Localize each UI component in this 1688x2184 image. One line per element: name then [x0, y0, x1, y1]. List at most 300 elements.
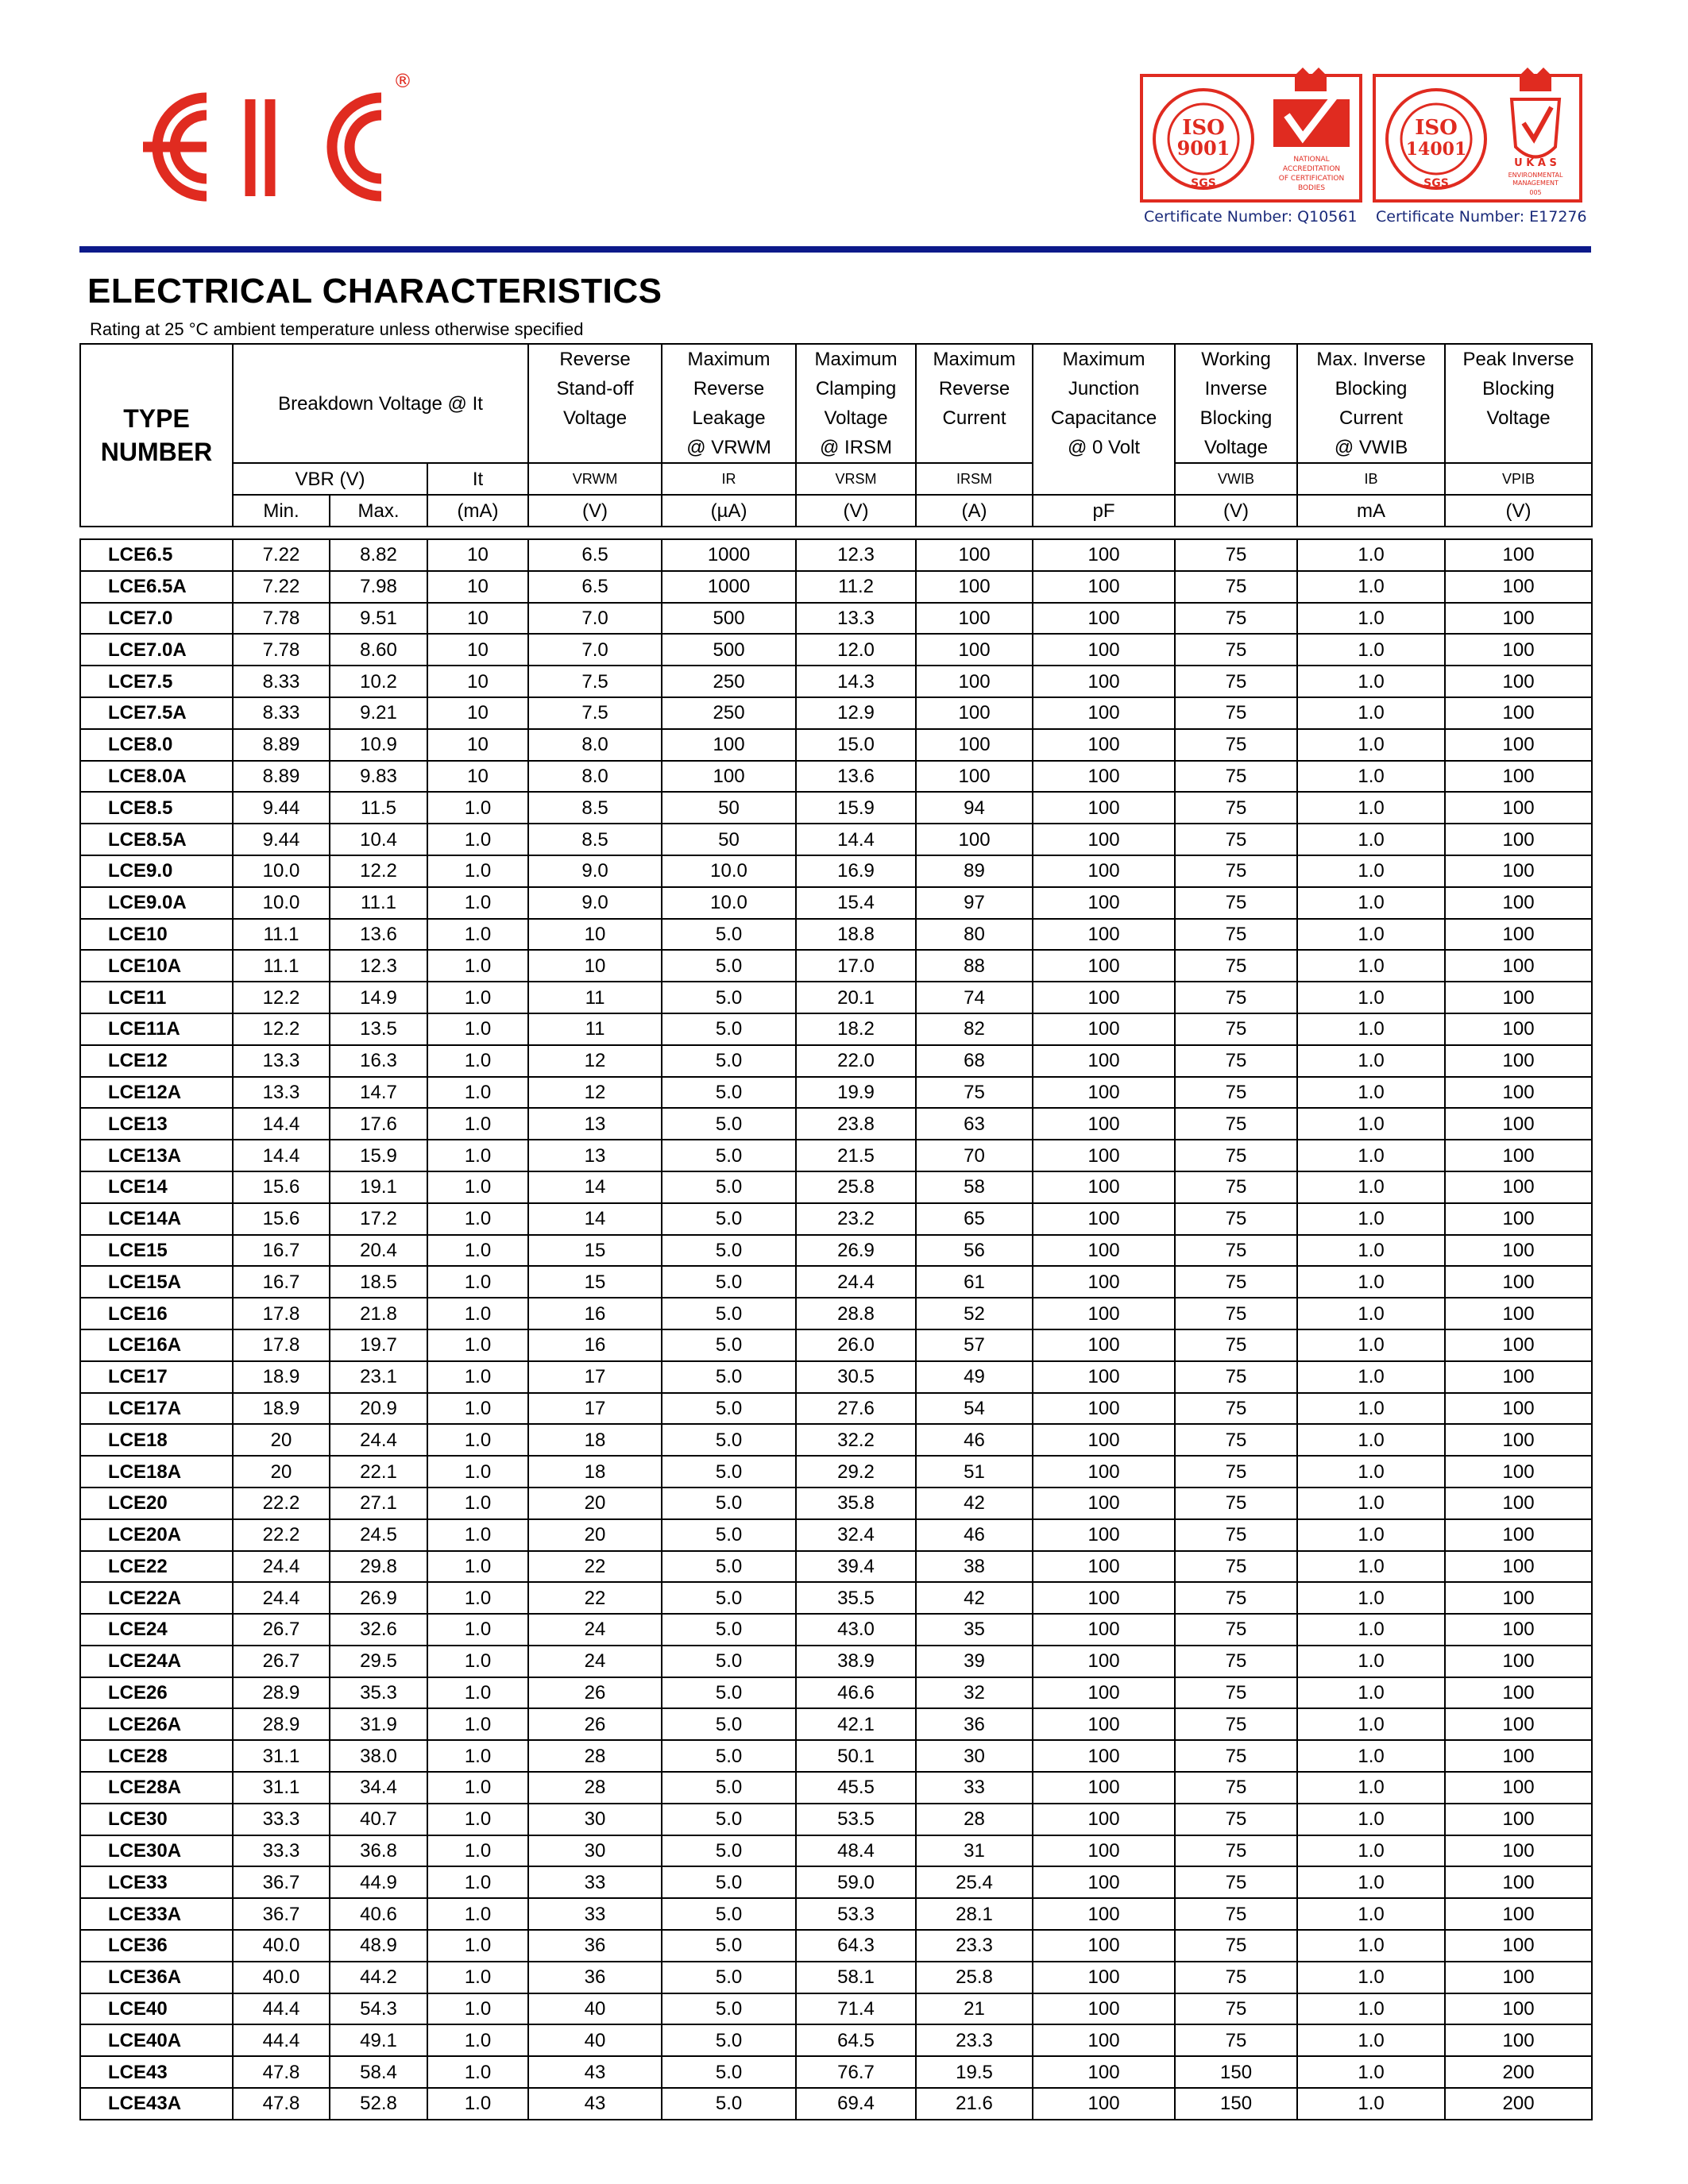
table-row — [80, 1329, 1592, 1361]
table-cell: 5.0 — [662, 1266, 796, 1298]
table-cell: 1.0 — [427, 1140, 528, 1171]
table-cell: 1.0 — [1297, 1140, 1445, 1171]
table-cell: 1.0 — [1297, 571, 1445, 603]
table-cell: 100 — [1445, 1171, 1592, 1203]
type-number-cell: LCE18A — [80, 1456, 233, 1488]
table-cell: 28 — [528, 1740, 662, 1772]
table-cell: 1.0 — [427, 1045, 528, 1077]
type-number-cell: LCE10 — [80, 919, 233, 951]
table-cell: 23.2 — [796, 1203, 916, 1235]
table-cell: 1.0 — [1297, 634, 1445, 666]
table-cell: 10.0 — [233, 887, 330, 919]
table-cell: 11.2 — [796, 571, 916, 603]
table-cell: 100 — [1445, 1235, 1592, 1267]
table-cell: 100 — [1445, 1140, 1592, 1171]
table-cell: 33 — [528, 1866, 662, 1898]
table-cell: 100 — [1445, 1772, 1592, 1804]
table-cell: 5.0 — [662, 1013, 796, 1045]
table-cell: 5.0 — [662, 1203, 796, 1235]
table-cell: 100 — [1033, 571, 1175, 603]
table-row — [80, 1582, 1592, 1614]
table-cell: 26.7 — [233, 1646, 330, 1677]
table-cell: 76.7 — [796, 2056, 916, 2088]
table-cell: 100 — [1033, 950, 1175, 982]
table-cell: 10.0 — [233, 855, 330, 887]
type-number-cell: LCE8.5 — [80, 792, 233, 824]
table-cell: 5.0 — [662, 1108, 796, 1140]
type-number-cell: LCE40 — [80, 1993, 233, 2025]
table-cell: 75 — [1175, 2024, 1297, 2056]
table-cell: 1.0 — [1297, 1108, 1445, 1140]
table-cell: 10 — [528, 919, 662, 951]
table-cell: 75 — [1175, 603, 1297, 635]
table-cell: 75 — [1175, 1772, 1297, 1804]
table-row — [80, 1646, 1592, 1677]
table-cell: 75 — [1175, 1677, 1297, 1709]
table-row — [80, 2056, 1592, 2088]
type-number-cell: LCE12 — [80, 1045, 233, 1077]
table-cell: 33.3 — [233, 1835, 330, 1867]
table-cell: 32.6 — [330, 1614, 427, 1646]
table-cell: 500 — [662, 603, 796, 635]
header-divider — [79, 246, 1591, 253]
table-cell: 1.0 — [427, 1235, 528, 1267]
table-cell: 1.0 — [1297, 1708, 1445, 1740]
table-cell: 13.5 — [330, 1013, 427, 1045]
table-cell: 30.5 — [796, 1361, 916, 1393]
table-cell: 1.0 — [1297, 824, 1445, 855]
table-cell: 75 — [1175, 1551, 1297, 1583]
table-cell: 19.7 — [330, 1329, 427, 1361]
table-cell: 26 — [528, 1677, 662, 1709]
table-cell: 26.9 — [796, 1235, 916, 1267]
table-cell: 75 — [1175, 1013, 1297, 1045]
table-cell: 100 — [1033, 603, 1175, 635]
type-number-cell: LCE30A — [80, 1835, 233, 1867]
table-cell: 5.0 — [662, 1962, 796, 1993]
table-cell: 100 — [1445, 666, 1592, 697]
type-number-cell: LCE6.5 — [80, 539, 233, 571]
table-cell: 1.0 — [427, 1835, 528, 1867]
table-cell: 43 — [528, 2056, 662, 2088]
table-cell: 75 — [1175, 1266, 1297, 1298]
table-cell: 20 — [233, 1456, 330, 1488]
table-cell: 200 — [1445, 2056, 1592, 2088]
table-cell: 100 — [1033, 824, 1175, 855]
table-cell: 5.0 — [662, 1866, 796, 1898]
table-cell: 13.3 — [233, 1077, 330, 1109]
table-cell: 75 — [1175, 1045, 1297, 1077]
header-reverse-current: Maximum Reverse Current — [916, 344, 1033, 463]
table-row — [80, 1866, 1592, 1898]
table-cell: 36.7 — [233, 1866, 330, 1898]
table-cell: 7.0 — [528, 603, 662, 635]
table-cell: 100 — [1033, 1551, 1175, 1583]
table-cell: 75 — [1175, 1298, 1297, 1329]
table-cell: 28.8 — [796, 1298, 916, 1329]
table-cell: 100 — [1445, 1740, 1592, 1772]
table-cell: 10 — [427, 539, 528, 571]
table-cell: 36 — [528, 1962, 662, 1993]
table-cell: 1.0 — [427, 1519, 528, 1551]
table-cell: 100 — [1445, 1582, 1592, 1614]
table-cell: 150 — [1175, 2056, 1297, 2088]
table-cell: 1.0 — [1297, 950, 1445, 982]
table-cell: 1.0 — [1297, 1456, 1445, 1488]
type-number-cell: LCE12A — [80, 1077, 233, 1109]
table-cell: 40 — [528, 1993, 662, 2025]
table-cell: 26.0 — [796, 1329, 916, 1361]
table-cell: 80 — [916, 919, 1033, 951]
table-cell: 20.4 — [330, 1235, 427, 1267]
table-row — [80, 1835, 1592, 1867]
table-cell: 1.0 — [427, 1614, 528, 1646]
table-cell: 12 — [528, 1077, 662, 1109]
table-cell: 33.3 — [233, 1804, 330, 1835]
table-cell: 17.0 — [796, 950, 916, 982]
table-cell: 57 — [916, 1329, 1033, 1361]
table-cell: 18.9 — [233, 1361, 330, 1393]
table-cell: 13.3 — [796, 603, 916, 635]
table-cell: 68 — [916, 1045, 1033, 1077]
table-cell: 1.0 — [1297, 2056, 1445, 2088]
table-cell: 89 — [916, 855, 1033, 887]
symbol-vpib: VPIB — [1445, 463, 1592, 495]
table-cell: 1.0 — [427, 919, 528, 951]
svg-text:005: 005 — [1529, 189, 1542, 196]
eic-logo — [111, 68, 413, 226]
table-cell: 100 — [1033, 1140, 1175, 1171]
table-cell: 15.4 — [796, 887, 916, 919]
svg-text:ISO: ISO — [1182, 116, 1225, 140]
table-cell: 25.8 — [796, 1171, 916, 1203]
table-cell: 22 — [528, 1582, 662, 1614]
table-cell: 1.0 — [427, 1488, 528, 1519]
table-cell: 27.1 — [330, 1488, 427, 1519]
table-cell: 7.78 — [233, 634, 330, 666]
table-cell: 1.0 — [427, 1740, 528, 1772]
table-cell: 100 — [1445, 1930, 1592, 1962]
table-cell: 1.0 — [427, 887, 528, 919]
table-cell: 100 — [1033, 1962, 1175, 1993]
table-cell: 100 — [1445, 1329, 1592, 1361]
table-cell: 61 — [916, 1266, 1033, 1298]
table-cell: 19.1 — [330, 1171, 427, 1203]
table-cell: 58 — [916, 1171, 1033, 1203]
table-cell: 1.0 — [427, 1646, 528, 1677]
table-cell: 75 — [1175, 887, 1297, 919]
table-cell: 24.4 — [233, 1551, 330, 1583]
table-cell: 20.9 — [330, 1393, 427, 1425]
table-cell: 100 — [1033, 1740, 1175, 1772]
unit-v-working: (V) — [1175, 495, 1297, 527]
table-cell: 11.1 — [330, 887, 427, 919]
type-number-cell: LCE33A — [80, 1898, 233, 1930]
table-cell: 100 — [1445, 1013, 1592, 1045]
header-type-number: TYPE NUMBER — [80, 344, 233, 527]
table-cell: 75 — [1175, 1519, 1297, 1551]
table-cell: 1.0 — [1297, 1993, 1445, 2025]
table-cell: 100 — [1033, 1772, 1175, 1804]
table-cell: 5.0 — [662, 1298, 796, 1329]
table-cell: 74 — [916, 982, 1033, 1013]
table-cell: 34.4 — [330, 1772, 427, 1804]
type-number-cell: LCE7.0A — [80, 634, 233, 666]
table-cell: 1.0 — [427, 1203, 528, 1235]
table-cell: 14.7 — [330, 1077, 427, 1109]
table-row — [80, 792, 1592, 824]
table-cell: 32.2 — [796, 1424, 916, 1456]
table-cell: 100 — [1033, 1519, 1175, 1551]
table-cell: 75 — [1175, 1740, 1297, 1772]
table-cell: 14 — [528, 1171, 662, 1203]
type-number-cell: LCE8.0A — [80, 761, 233, 793]
table-cell: 100 — [1445, 1488, 1592, 1519]
table-cell: 1.0 — [1297, 1962, 1445, 1993]
table-cell: 5.0 — [662, 1045, 796, 1077]
type-number-cell: LCE7.0 — [80, 603, 233, 635]
table-cell: 75 — [1175, 855, 1297, 887]
type-number-cell: LCE15A — [80, 1266, 233, 1298]
table-cell: 64.3 — [796, 1930, 916, 1962]
table-cell: 100 — [1445, 1962, 1592, 1993]
table-row — [80, 634, 1592, 666]
table-cell: 100 — [1033, 1582, 1175, 1614]
table-cell: 100 — [916, 697, 1033, 729]
table-cell: 5.0 — [662, 1708, 796, 1740]
table-cell: 1.0 — [427, 1804, 528, 1835]
table-cell: 44.9 — [330, 1866, 427, 1898]
table-cell: 38.0 — [330, 1740, 427, 1772]
table-cell: 1.0 — [427, 1708, 528, 1740]
table-cell: 15 — [528, 1235, 662, 1267]
table-cell: 1.0 — [427, 1551, 528, 1583]
table-cell: 100 — [1445, 1045, 1592, 1077]
table-cell: 7.0 — [528, 634, 662, 666]
table-cell: 69.4 — [796, 2088, 916, 2120]
table-cell: 10.0 — [662, 855, 796, 887]
table-cell: 35.3 — [330, 1677, 427, 1709]
table-row — [80, 1045, 1592, 1077]
table-cell: 75 — [1175, 1614, 1297, 1646]
table-cell: 75 — [1175, 824, 1297, 855]
table-cell: 100 — [1033, 1045, 1175, 1077]
type-number-cell: LCE20A — [80, 1519, 233, 1551]
table-cell: 1.0 — [1297, 1298, 1445, 1329]
table-cell: 8.5 — [528, 792, 662, 824]
table-cell: 31.1 — [233, 1772, 330, 1804]
table-cell: 100 — [1445, 1804, 1592, 1835]
certificate-number-e17276: Certificate Number: E17276 — [1376, 208, 1587, 226]
table-cell: 75 — [1175, 1393, 1297, 1425]
table-cell: 40.6 — [330, 1898, 427, 1930]
table-cell: 22.2 — [233, 1488, 330, 1519]
unit-a: (A) — [916, 495, 1033, 527]
type-number-cell: LCE10A — [80, 950, 233, 982]
table-cell: 100 — [916, 824, 1033, 855]
table-cell: 5.0 — [662, 1519, 796, 1551]
table-cell: 1.0 — [1297, 1235, 1445, 1267]
table-cell: 11.1 — [233, 950, 330, 982]
symbol-vbr: VBR (V) — [233, 463, 427, 495]
table-cell: 75 — [1175, 1993, 1297, 2025]
table-cell: 9.83 — [330, 761, 427, 793]
table-cell: 35 — [916, 1614, 1033, 1646]
table-cell: 75 — [1175, 1329, 1297, 1361]
table-cell: 5.0 — [662, 1740, 796, 1772]
table-row — [80, 919, 1592, 951]
table-cell: 1.0 — [427, 2024, 528, 2056]
table-cell: 1.0 — [427, 1361, 528, 1393]
table-cell: 13 — [528, 1140, 662, 1171]
table-cell: 75 — [1175, 539, 1297, 571]
table-cell: 100 — [1033, 1298, 1175, 1329]
table-cell: 1.0 — [1297, 982, 1445, 1013]
table-cell: 7.98 — [330, 571, 427, 603]
table-cell: 1.0 — [427, 1108, 528, 1140]
table-cell: 1.0 — [1297, 1804, 1445, 1835]
table-cell: 23.3 — [916, 1930, 1033, 1962]
table-cell: 24 — [528, 1646, 662, 1677]
table-cell: 1.0 — [427, 1077, 528, 1109]
table-cell: 30 — [528, 1804, 662, 1835]
type-number-cell: LCE40A — [80, 2024, 233, 2056]
table-cell: 1.0 — [427, 1898, 528, 1930]
table-row — [80, 1203, 1592, 1235]
table-cell: 40.0 — [233, 1930, 330, 1962]
table-cell: 1.0 — [1297, 919, 1445, 951]
table-cell: 14.3 — [796, 666, 916, 697]
table-row — [80, 1740, 1592, 1772]
table-cell: 1.0 — [427, 1329, 528, 1361]
table-cell: 46 — [916, 1424, 1033, 1456]
table-cell: 32.4 — [796, 1519, 916, 1551]
table-cell: 16.3 — [330, 1045, 427, 1077]
table-row — [80, 2088, 1592, 2120]
table-cell: 100 — [1445, 1361, 1592, 1393]
table-cell: 1.0 — [1297, 1898, 1445, 1930]
table-cell: 1.0 — [1297, 1551, 1445, 1583]
table-cell: 9.44 — [233, 824, 330, 855]
table-cell: 1.0 — [427, 1013, 528, 1045]
table-cell: 1.0 — [1297, 1677, 1445, 1709]
table-cell: 1.0 — [1297, 2088, 1445, 2120]
table-cell: 1.0 — [427, 1930, 528, 1962]
table-cell: 17 — [528, 1361, 662, 1393]
table-row — [80, 1962, 1592, 1993]
table-cell: 100 — [1445, 1866, 1592, 1898]
table-cell: 5.0 — [662, 2024, 796, 2056]
table-cell: 1.0 — [427, 2056, 528, 2088]
table-cell: 5.0 — [662, 1361, 796, 1393]
table-cell: 75 — [1175, 1962, 1297, 1993]
table-cell: 1.0 — [1297, 1582, 1445, 1614]
table-cell: 26 — [528, 1708, 662, 1740]
table-cell: 28.9 — [233, 1677, 330, 1709]
table-cell: 16.7 — [233, 1235, 330, 1267]
table-cell: 29.8 — [330, 1551, 427, 1583]
svg-text:OF CERTIFICATION: OF CERTIFICATION — [1278, 175, 1345, 183]
table-cell: 64.5 — [796, 2024, 916, 2056]
table-cell: 24.4 — [233, 1582, 330, 1614]
table-cell: 10 — [427, 634, 528, 666]
type-number-cell: LCE7.5A — [80, 697, 233, 729]
table-cell: 8.5 — [528, 824, 662, 855]
table-cell: 39 — [916, 1646, 1033, 1677]
table-cell: 40 — [528, 2024, 662, 2056]
table-cell: 53.5 — [796, 1804, 916, 1835]
table-cell: 23.3 — [916, 2024, 1033, 2056]
table-row — [80, 1235, 1592, 1267]
table-row — [80, 1108, 1592, 1140]
table-cell: 100 — [1033, 855, 1175, 887]
table-cell: 1.0 — [1297, 1077, 1445, 1109]
table-row — [80, 761, 1592, 793]
table-cell: 33 — [916, 1772, 1033, 1804]
table-row — [80, 603, 1592, 635]
type-number-cell: LCE22 — [80, 1551, 233, 1583]
table-cell: 24.4 — [796, 1266, 916, 1298]
table-cell: 14.4 — [233, 1108, 330, 1140]
table-cell: 35.5 — [796, 1582, 916, 1614]
table-cell: 1.0 — [427, 1393, 528, 1425]
table-cell: 26.9 — [330, 1582, 427, 1614]
table-cell: 100 — [916, 571, 1033, 603]
table-cell: 1.0 — [1297, 855, 1445, 887]
table-cell: 1.0 — [1297, 1361, 1445, 1393]
svg-text:SGS: SGS — [1191, 177, 1216, 190]
table-cell: 17.8 — [233, 1329, 330, 1361]
table-cell: 9.0 — [528, 855, 662, 887]
table-cell: 1.0 — [1297, 1835, 1445, 1867]
table-cell: 100 — [1033, 887, 1175, 919]
type-number-cell: LCE20 — [80, 1488, 233, 1519]
table-cell: 5.0 — [662, 1393, 796, 1425]
table-cell: 200 — [1445, 2088, 1592, 2120]
table-cell: 1.0 — [1297, 1266, 1445, 1298]
type-number-cell: LCE9.0 — [80, 855, 233, 887]
table-cell: 18.9 — [233, 1393, 330, 1425]
table-cell: 100 — [1033, 761, 1175, 793]
table-cell: 5.0 — [662, 2088, 796, 2120]
type-number-cell: LCE22A — [80, 1582, 233, 1614]
table-cell: 43.0 — [796, 1614, 916, 1646]
svg-text:ISO: ISO — [1415, 116, 1458, 140]
table-cell: 100 — [1033, 1203, 1175, 1235]
table-cell: 100 — [1445, 539, 1592, 571]
table-cell: 150 — [1175, 2088, 1297, 2120]
table-cell: 50 — [662, 792, 796, 824]
table-cell: 13 — [528, 1108, 662, 1140]
table-cell: 100 — [1445, 571, 1592, 603]
table-cell: 75 — [1175, 571, 1297, 603]
table-cell: 71.4 — [796, 1993, 916, 2025]
table-row — [80, 1898, 1592, 1930]
table-cell: 23.8 — [796, 1108, 916, 1140]
table-cell: 50 — [662, 824, 796, 855]
table-cell: 52 — [916, 1298, 1033, 1329]
type-number-cell: LCE24 — [80, 1614, 233, 1646]
table-cell: 75 — [916, 1077, 1033, 1109]
table-cell: 6.5 — [528, 539, 662, 571]
table-cell: 7.5 — [528, 697, 662, 729]
table-cell: 20.1 — [796, 982, 916, 1013]
table-cell: 54.3 — [330, 1993, 427, 2025]
table-cell: 46.6 — [796, 1677, 916, 1709]
table-cell: 5.0 — [662, 1140, 796, 1171]
header-reverse-leakage: Maximum Reverse Leakage @ VRWM — [662, 344, 796, 463]
table-cell: 100 — [1445, 1203, 1592, 1235]
